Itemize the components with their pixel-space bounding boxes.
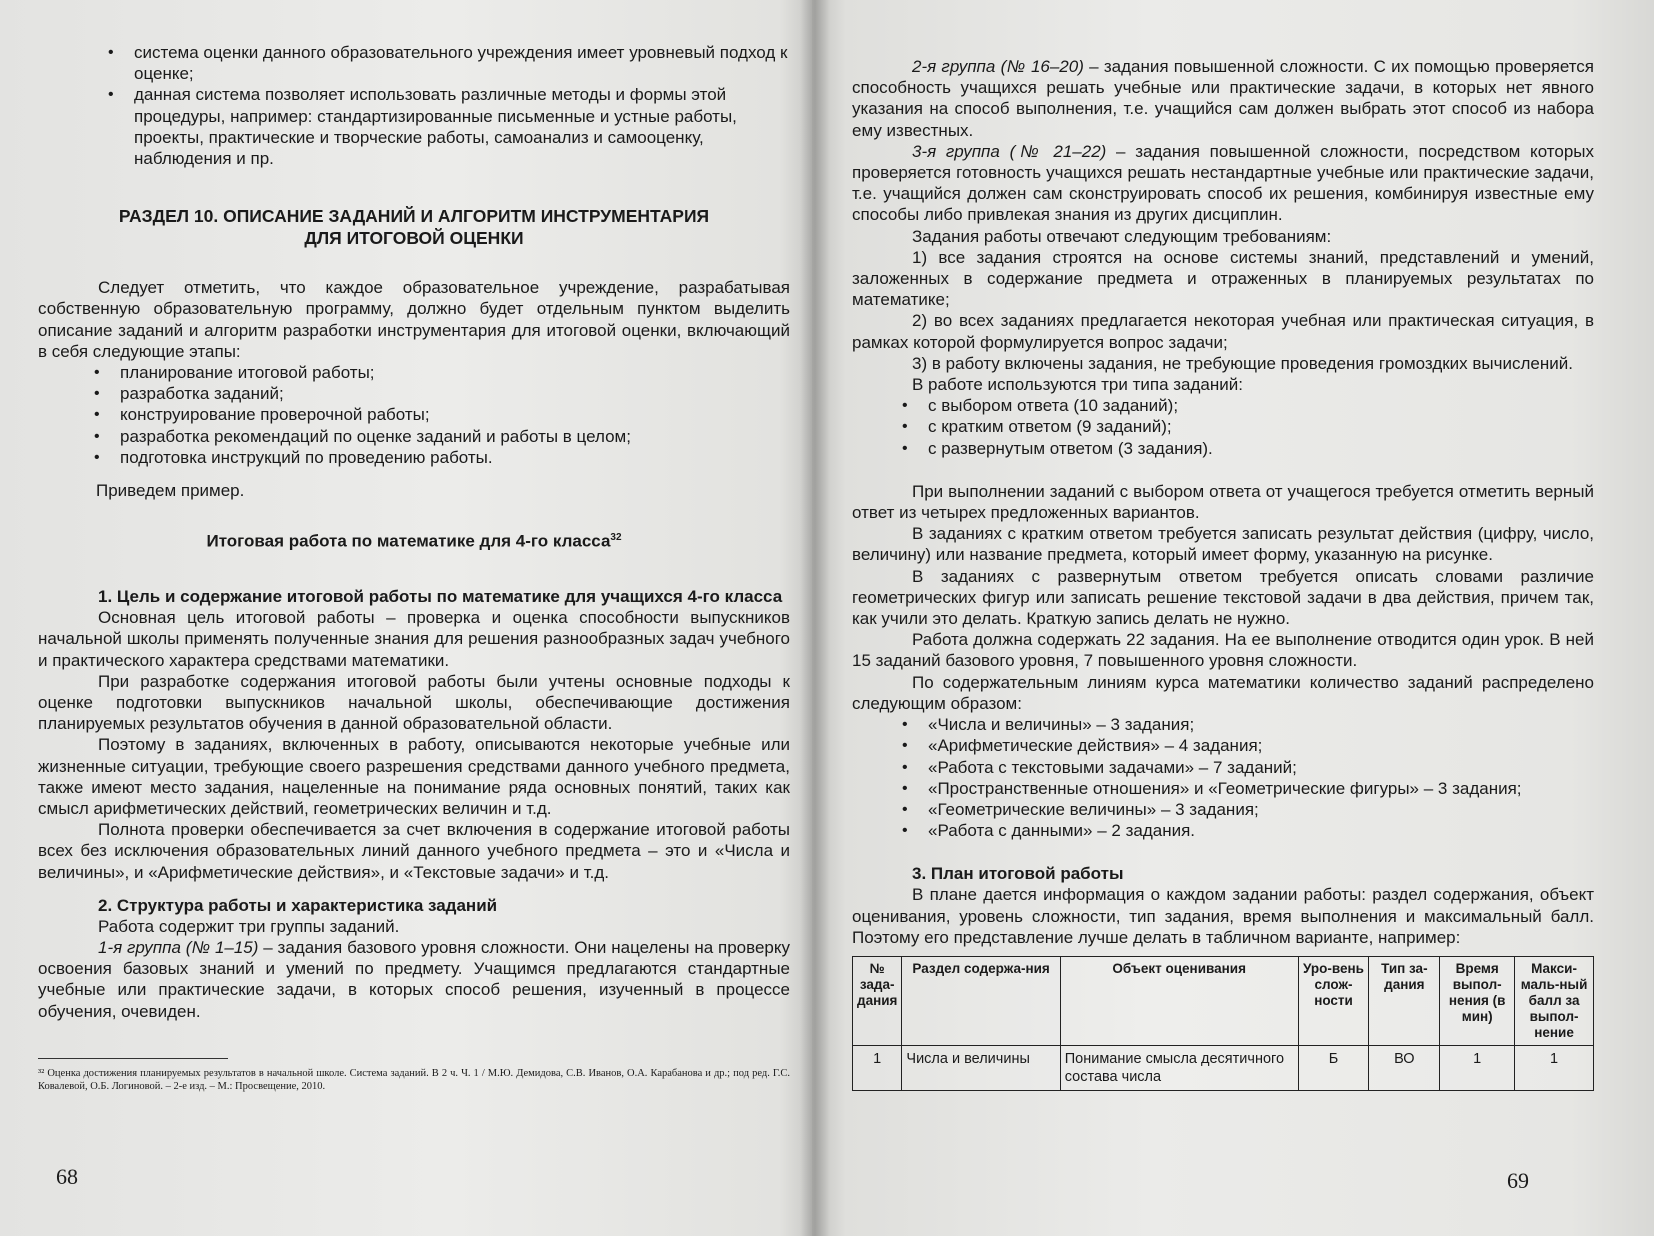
table-header-row [853,956,1594,1045]
footnote: ³² Оценка достижения планируемых результатов в начальной школе. Система заданий. В 2 ч. Ч. 1 / М.Ю. Демидова, С.В. Иванов, О.А. Карабанова и др.; под ред. Г.С. Ковалевой, О.Б. Логиновой. – 2-е изд. – М.: Просвещение, 2010. [38,1067,790,1092]
paragraph: Полнота проверки обеспечивается за счет включения в содержание итоговой работы всех без исключения образовательных линий данного учебного предмета – это и «Числа и величины», и «Арифметические действия», и «Текстовые задачи» и т.д. [38,820,790,882]
list-item: • «Пространственные отношения» и «Геометрические фигуры» – 3 задания; [892,778,1594,799]
list-item: • «Геометрические величины» – 3 задания; [892,799,1594,820]
list-item: • система оценки данного образовательного учреждения имеет уровневый подход к оценке; [72,42,790,84]
paragraph: 2) во всех заданиях предлагается некоторая учебная или практическая ситуация, в рамках которой формулируется вопрос задачи; [852,311,1594,352]
paragraph: Работа содержит три группы заданий. [98,916,400,936]
column-header: № зада-дания [853,956,902,1045]
book-gutter [800,0,830,1236]
column-header: Время выпол-нения (в мин) [1440,956,1515,1045]
table-cell: Числа и величины [902,1045,1060,1090]
paragraph: В работе используются три типа заданий: [912,375,1243,395]
section-title [38,205,790,249]
subsection-heading-1: 1. Цель и содержание итоговой работы по математике для учащихся 4-го класса [98,587,783,607]
column-header: Уро-вень слож-ности [1298,956,1369,1045]
paragraph: 2-я группа (№ 16–20) – задания повышенной сложности. С их помощью проверяется способность учащихся решать учебные или практические задачи, в которых нет явного указания на способ выполнения, т.е. учащийся сам должен выбрать этот способ из набора ему известных. [852,57,1595,140]
section-title-line-1: РАЗДЕЛ 10. ОПИСАНИЕ ЗАДАНИЙ И АЛГОРИТМ ИНСТРУМЕНТАРИЯ [118,206,710,227]
example-title: Итоговая работа по математике для 4-го класса$^{32}$ [206,531,622,551]
paragraph: 3) в работу включены задания, не требующие проведения громоздких вычислений. [912,353,1573,373]
group-label: 1-я группа (№ 1–15) [98,937,259,957]
paragraph: В плане дается информация о каждом задании работы: раздел содержания, объект оценивания, уровень сложности, тип задания, время выполнения и максимальный балл. Поэтому его представление лучше делать в табличном варианте, например: [852,885,1594,947]
column-header: Объект оценивания [1060,956,1298,1045]
table-cell: ВО [1369,1045,1440,1090]
column-header: Раздел содержа-ния [902,956,1060,1045]
paragraph: 1-я группа (№ 1–15) – задания базового уровня сложности. Они нацелены на проверку освоения базовых знаний и умений по предмету. Учащимся предлагаются стандартные учебные или практические задачи, в которых способ решения, изученный в процессе обучения, очевиден. [38,937,790,1021]
table-row [853,1045,1594,1090]
list-item: • конструирование проверочной работы; [84,404,790,425]
column-header: Тип за-дания [1369,956,1440,1045]
group-label: 2-я группа (№ 16–20) [912,57,1084,76]
page-number-left: 68 [56,1164,78,1189]
list-item: • планирование итоговой работы; [84,362,790,383]
table-cell: 1 [1515,1045,1594,1090]
paragraph: Основная цель итоговой работы – проверка и оценка способности выпускников начальной школы применять полученные знания для решения разнообразных задач учебного и практического характера средствами математики. [38,608,790,670]
paragraph: По содержательным линиям курса математики количество заданий распределено следующим образом: [852,672,1594,713]
example-intro: Приведем пример. [96,481,245,501]
list-item: • с развернутым ответом (3 задания). [892,438,1594,459]
paragraph: Работа должна содержать 22 задания. На ее выполнение отводится один урок. В ней 15 заданий базового уровня, 7 повышенного уровня сложности. [852,630,1594,671]
column-header: Макси-маль-ный балл за выпол-нение [1515,956,1594,1045]
footnote-rule [38,1058,228,1059]
content-lines-list [892,714,1594,841]
list-item: • с выбором ответа (10 заданий); [892,395,1594,416]
page-number-right: 69 [1507,1168,1529,1193]
left-page [0,0,812,1236]
list-item: • с кратким ответом (9 заданий); [892,416,1594,437]
list-item: • «Работа с текстовыми задачами» – 7 заданий; [892,757,1594,778]
subsection-heading-2: 2. Структура работы и характеристика заданий [98,895,498,915]
list-item: • разработка заданий; [84,383,790,404]
list-item: • данная система позволяет использовать различные методы и формы этой процедуры, например: стандартизированные письменные и устные работы, проекты, практические и творческие работы, самоанализ и самооценку, наблюдения и пр. [72,84,790,169]
table-cell: Понимание смысла десятичного состава числа [1060,1045,1298,1090]
list-item: • «Арифметические действия» – 4 задания; [892,735,1594,756]
paragraph: Поэтому в заданиях, включенных в работу, описываются некоторые учебные или жизненные ситуации, требующие своего разрешения средствами данного учебного предмета, также имеют место задания, нацеленные на понимание ряда основных понятий, таких как смысл арифметических действий, геометрических величин и т.д. [38,735,790,818]
table-cell: 1 [853,1045,902,1090]
table-cell: Б [1298,1045,1369,1090]
paragraph: Задания работы отвечают следующим требованиям: [912,226,1332,246]
paragraph: В заданиях с развернутым ответом требуется описать словами различие геометрических фигур или записать решение текстовой задачи в два действия, причем так, как учили это делать. Краткую запись делать не нужно. [852,566,1594,629]
paragraph: При выполнении заданий с выбором ответа от учащегося требуется отметить верный ответ из четырех предложенных вариантов. [852,481,1594,523]
list-item: • подготовка инструкций по проведению работы. [84,447,790,468]
group-label: 3-я группа (№ 21–22) [912,141,1107,161]
paragraph: В заданиях с кратким ответом требуется записать результат действия (цифру, число, величину) или название предмета, который имеет форму, указанную на рисунке. [852,524,1594,565]
types-list [892,395,1594,459]
subsection-heading-3: 3. План итоговой работы [912,864,1124,884]
list-item: • разработка рекомендаций по оценке заданий и работы в целом; [84,426,790,447]
plan-table [852,956,1594,1091]
list-item: • «Работа с данными» – 2 задания. [892,820,1594,841]
right-page [812,0,1654,1236]
section-title-line-2: ДЛЯ ИТОГОВОЙ ОЦЕНКИ [304,228,524,249]
intro-bullet-list [72,42,790,169]
paragraph: 3-я группа (№ 21–22) – задания повышенной сложности, посредством которых проверяется готовность учащихся решать нестандартные учебные или практические задачи, т.е. учащийся должен сам сконструировать способ их решения, комбинируя известные ему способы либо привлекая знания из других дисциплин. [852,141,1594,225]
table-cell: 1 [1440,1045,1515,1090]
paragraph: 1) все задания строятся на основе системы знаний, представлений и умений, заложенных в содержание предмета и отраженных в планируемых результатах по математике; [852,247,1594,310]
paragraph: При разработке содержания итоговой работы были учтены основные подходы к оценке подготовки выпускников начальной школы, обеспечивающие достижения планируемых результатов обучения в данной образовательной области. [38,671,790,734]
paragraph: Следует отметить, что каждое образовательное учреждение, разрабатывая собственную образовательную программу, должно будет отдельным пунктом выделить описание заданий и алгоритм разработки инструментария для итоговой оценки, включающий в себя следующие этапы: [38,278,790,361]
footnote-ref: 32 [610,532,622,544]
stages-list [84,362,790,468]
list-item: • «Числа и величины» – 3 задания; [892,714,1594,735]
